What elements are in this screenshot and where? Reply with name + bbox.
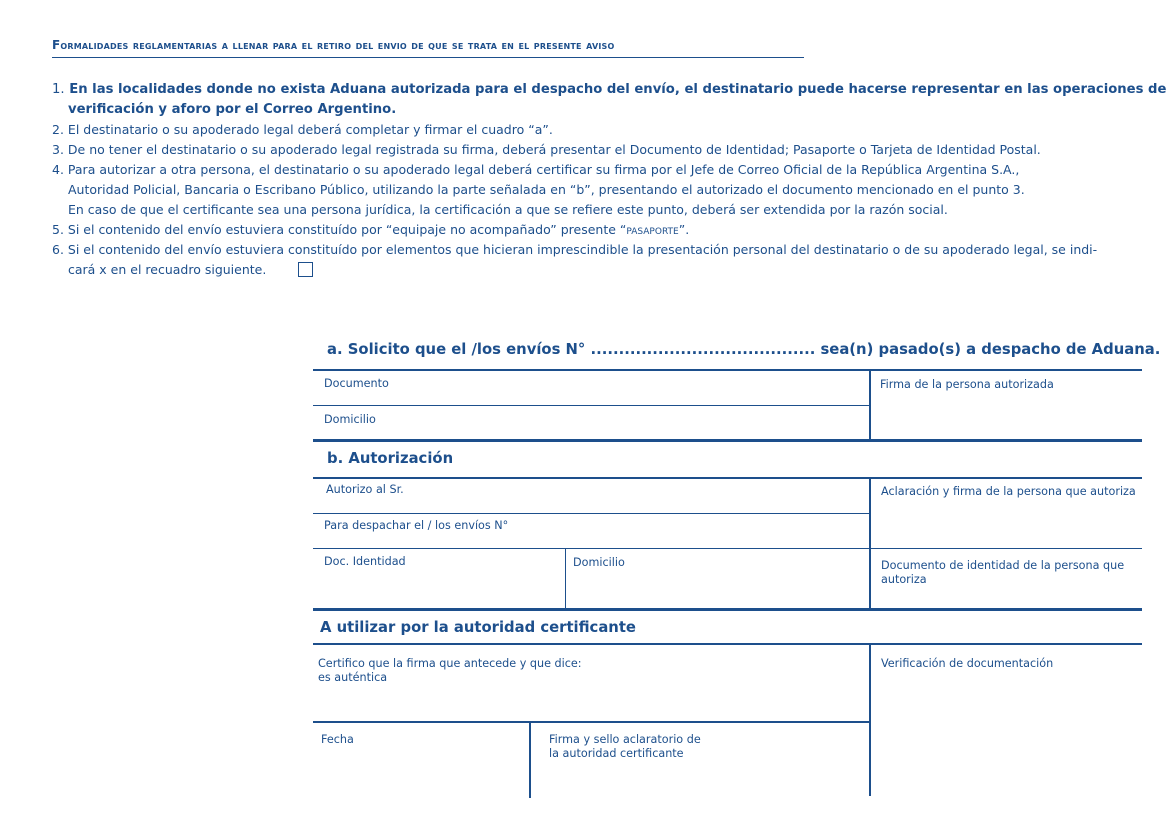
instruction-6-cont: cará x en el recuadro siguiente. bbox=[68, 262, 267, 277]
instruction-4: 4. Para autorizar a otra persona, el destinatario o su apoderado legal deberá certificar su firma por el Jefe de Correo Oficial de la República Argentina S.A., bbox=[52, 162, 1020, 177]
documento-persona-field[interactable]: Documento de identidad de la persona que autoriza bbox=[881, 559, 1125, 586]
section-a-title: a. Solicito que el /los envíos N° ........................................ sea(n) pasado(s) a despacho de Aduana. bbox=[327, 341, 1161, 358]
section-b-bottom-rule bbox=[313, 608, 1142, 611]
instruction-2: 2. El destinatario o su apoderado legal deberá completar y firmar el cuadro “a”. bbox=[52, 122, 553, 137]
section-a-top-rule bbox=[313, 369, 1142, 371]
firma-autorizada-field[interactable]: Firma de la persona autorizada bbox=[880, 378, 1054, 391]
domicilio-b-field[interactable]: Domicilio bbox=[573, 556, 625, 569]
instruction-5: 5. Si el contenido del envío estuviera constituído por “equipaje no acompañado” presente “pasaporte”. bbox=[52, 222, 690, 237]
section-c-top-rule bbox=[313, 643, 1142, 645]
aclaracion-firma-field[interactable]: Aclaración y firma de la persona que autoriza bbox=[881, 485, 1136, 498]
doc-identidad-field[interactable]: Doc. Identidad bbox=[324, 555, 406, 568]
section-c-divider bbox=[869, 644, 871, 796]
section-b-top-rule bbox=[313, 477, 1142, 479]
instruction-4-cont-2: En caso de que el certificante sea una persona jurídica, la certificación a que se refiere este punto, deberá ser extendida por la razón social. bbox=[68, 202, 948, 217]
section-c-title: A utilizar por la autoridad certificante bbox=[320, 619, 636, 636]
certifico-field[interactable]: Certifico que la firma que antecede y que dice: es auténtica bbox=[318, 657, 582, 684]
instruction-6: 6. Si el contenido del envío estuviera constituído por elementos que hicieran imprescindible la presentación personal del destinatario o de su apoderado legal, se indi- bbox=[52, 242, 1098, 257]
instruction-3: 3. De no tener el destinatario o su apoderado legal registrada su firma, deberá presentar el Documento de Identidad; Pasaporte o Tarjeta de Identidad Postal. bbox=[52, 142, 1041, 157]
presentation-checkbox[interactable] bbox=[298, 262, 313, 277]
domicilio-field[interactable]: Domicilio bbox=[324, 413, 376, 426]
section-c-small-divider bbox=[529, 722, 531, 798]
section-b-small-divider bbox=[565, 549, 566, 609]
instruction-4-cont-1: Autoridad Policial, Bancaria o Escribano Público, utilizando la parte señalada en “b”, presentando el autorizado el documento mencionado en el punto 3. bbox=[68, 182, 1025, 197]
section-c-mid-rule bbox=[313, 721, 870, 723]
section-b-rule-1 bbox=[313, 513, 870, 514]
section-a-mid-rule bbox=[313, 405, 870, 406]
section-b-divider bbox=[869, 478, 871, 609]
autorizo-field[interactable]: Autorizo al Sr. bbox=[326, 483, 404, 496]
form-header: Formalidades reglamentarias a llenar para el retiro del envio de que se trata en el presente aviso bbox=[52, 38, 804, 58]
section-a-divider bbox=[869, 370, 871, 440]
section-a-bottom-rule bbox=[313, 439, 1142, 442]
verificacion-field[interactable]: Verificación de documentación bbox=[881, 657, 1054, 670]
instruction-1-cont: verificación y aforo por el Correo Argentino. bbox=[68, 102, 397, 117]
para-despachar-field[interactable]: Para despachar el / los envíos N° bbox=[324, 519, 509, 532]
instruction-1: 1. En las localidades donde no exista Aduana autorizada para el despacho del envío, el destinatario puede hacerse representar en las operaciones de bbox=[52, 82, 1166, 97]
section-b-title: b. Autorización bbox=[327, 450, 454, 467]
documento-field[interactable]: Documento bbox=[324, 377, 389, 390]
firma-sello-field[interactable]: Firma y sello aclaratorio de la autoridad certificante bbox=[549, 733, 701, 760]
section-b-rule-2 bbox=[313, 548, 1142, 549]
fecha-field[interactable]: Fecha bbox=[321, 733, 354, 746]
